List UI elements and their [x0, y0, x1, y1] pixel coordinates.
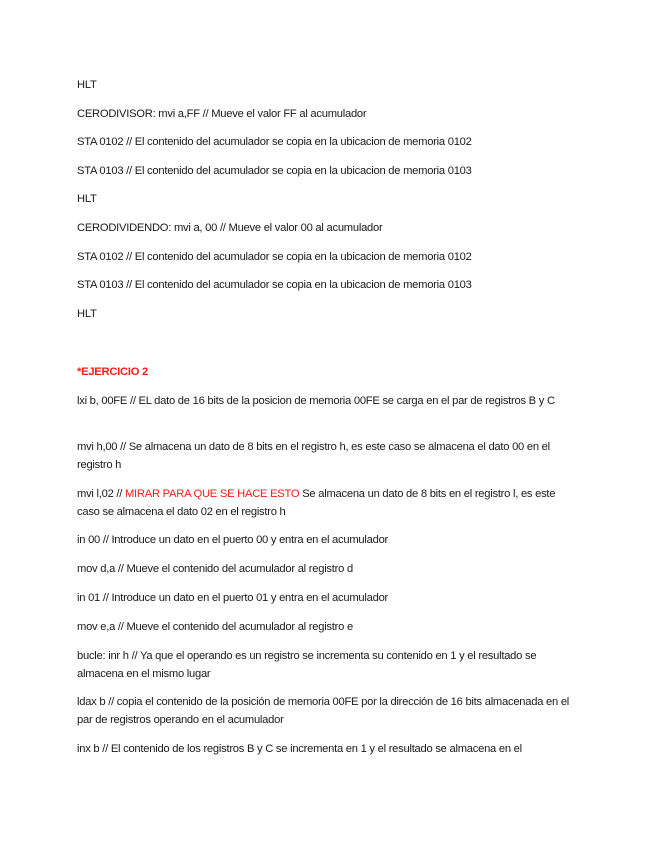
mvi-l-highlight: MIRAR PARA QUE SE HACE ESTO: [124, 488, 300, 500]
paragraph-inx: inx b // El contenido de los registros B y C se incrementa en 1 y el resultado se almacena en el: [77, 743, 522, 755]
paragraph-ldax: ldax b // copia el contenido de la posición de memoria 00FE por la dirección de 16 bits almacenada en el par de registros operando en el acumulador: [77, 696, 570, 726]
code-line-sta-0103-b: STA 0103 // El contenido del acumulador se copia en la ubicacion de memoria 0103: [77, 279, 472, 291]
mvi-l-prefix: mvi l,02 //: [77, 488, 125, 500]
code-line-in-01: in 01 // Introduce un dato en el puerto 01 y entra en el acumulador: [77, 592, 389, 604]
section-heading: *EJERCICIO 2: [77, 366, 148, 378]
code-line-mov-e: mov e,a // Mueve el contenido del acumulador al registro e: [77, 621, 353, 633]
paragraph-lxi: lxi b, 00FE // EL dato de 16 bits de la posicion de memoria 00FE se carga en el par de registros B y C: [77, 395, 555, 407]
code-line-in-00: in 00 // Introduce un dato en el puerto 00 y entra en el acumulador: [77, 534, 389, 546]
code-line-hlt-3: HLT: [77, 308, 97, 320]
code-line-sta-0102-b: STA 0102 // El contenido del acumulador se copia en la ubicacion de memoria 0102: [77, 251, 472, 263]
code-line-mov-d: mov d,a // Mueve el contenido del acumulador al registro d: [77, 563, 353, 575]
code-line-sta-0102-a: STA 0102 // El contenido del acumulador se copia en la ubicacion de memoria 0102: [77, 136, 472, 148]
paragraph-mvi-l: [77, 486, 577, 521]
mvi-l-suffix: Se almacena un dato de 8 bits en el registro l, es este caso se almacena el dato 02 en el registro h: [77, 488, 556, 518]
code-line-hlt-2: HLT: [77, 193, 97, 205]
code-line-hlt-1: HLT: [77, 79, 97, 91]
code-line-cerodividendo: CERODIVIDENDO: mvi a, 00 // Mueve el valor 00 al acumulador: [77, 222, 383, 234]
paragraph-mvi-h: mvi h,00 // Se almacena un dato de 8 bits en el registro h, es este caso se almacena el dato 00 en el registro h: [77, 441, 550, 471]
code-line-cerodivisor: CERODIVISOR: mvi a,FF // Mueve el valor FF al acumulador: [77, 108, 367, 120]
paragraph-bucle: bucle: inr h // Ya que el operando es un registro se incrementa su contenido en 1 y el resultado se almacena en el mismo lugar: [77, 650, 537, 680]
code-line-sta-0103-a: STA 0103 // El contenido del acumulador se copia en la ubicacion de memoria 0103: [77, 165, 472, 177]
